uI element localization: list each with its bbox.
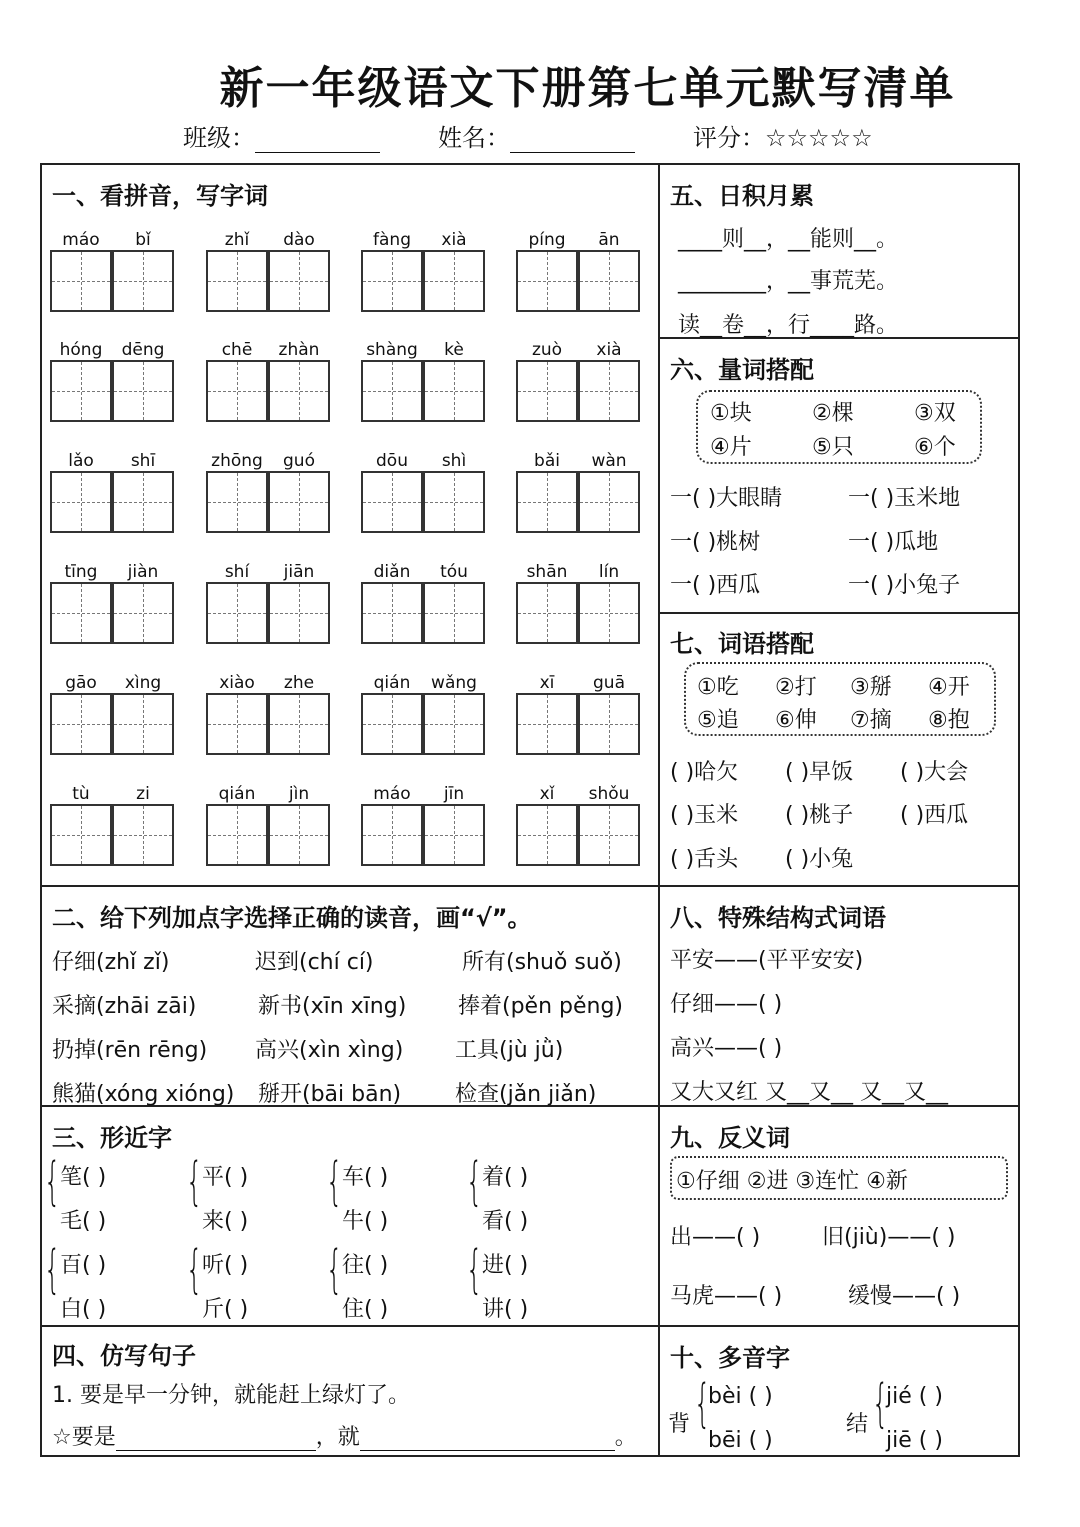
- similar-char-item[interactable]: 牛( ): [342, 1209, 389, 1234]
- tianzige-box[interactable]: [112, 804, 174, 866]
- tianzige-box[interactable]: [361, 360, 423, 422]
- similar-char-item[interactable]: 毛( ): [60, 1209, 107, 1234]
- measure-item[interactable]: 一( )玉米地: [848, 486, 961, 511]
- tianzige-box[interactable]: [423, 804, 485, 866]
- class-field: [183, 118, 380, 153]
- pinyin-label: shàng: [366, 340, 418, 360]
- brace-icon: {: [44, 1152, 61, 1212]
- polyphone-reading[interactable]: bèi ( ): [708, 1384, 773, 1409]
- tianzige-box[interactable]: [50, 471, 112, 533]
- divider-s7-s8: [658, 885, 1020, 887]
- option: ⑤只: [812, 435, 854, 460]
- similar-char-item[interactable]: 往( ): [342, 1253, 389, 1278]
- option: ⑥个: [914, 435, 956, 460]
- tianzige-box[interactable]: [361, 582, 423, 644]
- divider-s6-s7: [658, 612, 1020, 614]
- reading-item[interactable]: 熊猫(xóng xióng): [52, 1082, 235, 1107]
- tianzige-box[interactable]: [112, 360, 174, 422]
- option: ②棵: [812, 401, 854, 426]
- reading-item[interactable]: 捧着(pěn pěng): [458, 994, 624, 1019]
- imitate-mid: ，就: [315, 1425, 360, 1450]
- section5-title: 五、日积月累: [670, 182, 814, 210]
- section9-title: 九、反义词: [670, 1124, 790, 1152]
- pinyin-label: xìng: [124, 673, 162, 693]
- tianzige-box[interactable]: [268, 471, 330, 533]
- pinyin-label: tóu: [440, 562, 468, 582]
- option: ⑦摘: [850, 708, 892, 733]
- section1-title: 一、看拼音，写字词: [52, 182, 268, 210]
- option: ⑧抱: [928, 708, 970, 733]
- section2-title: 二、给下列加点字选择正确的读音，画“√”。: [52, 904, 532, 932]
- pinyin-label: wǎng: [431, 673, 477, 693]
- tianzige-box[interactable]: [112, 693, 174, 755]
- pinyin-label: chē: [221, 340, 253, 360]
- brace-icon: {: [872, 1374, 889, 1434]
- reading-item[interactable]: 采摘(zhāi zāi): [52, 994, 197, 1019]
- pinyin-label: dào: [283, 230, 315, 250]
- tianzige-box[interactable]: [423, 471, 485, 533]
- tianzige-box[interactable]: [206, 360, 268, 422]
- reading-item[interactable]: 所有(shuǒ suǒ): [462, 950, 622, 975]
- reading-item[interactable]: 迟到(chí cí): [255, 950, 374, 975]
- pinyin-label: dēng: [121, 340, 165, 360]
- column-divider: [658, 163, 660, 1457]
- pinyin-label: lǎo: [68, 451, 94, 471]
- polyphone-char: 结: [846, 1412, 869, 1437]
- score-stars[interactable]: ☆☆☆☆☆: [765, 124, 873, 152]
- tianzige-box[interactable]: [112, 250, 174, 312]
- structure-line[interactable]: 又大又红 又__又__ 又__又__: [670, 1080, 948, 1105]
- idiom-line[interactable]: 读__卷__，行____路。: [678, 313, 899, 338]
- tianzige-box[interactable]: [578, 804, 640, 866]
- option: ④片: [710, 435, 752, 460]
- brace-icon: {: [694, 1374, 711, 1434]
- option: ③掰: [850, 675, 892, 700]
- similar-char-item[interactable]: 住( ): [342, 1297, 389, 1322]
- brace-icon: {: [326, 1152, 343, 1212]
- option: ①吃: [697, 675, 739, 700]
- pinyin-label: shī: [130, 451, 156, 471]
- option: ①块: [710, 401, 752, 426]
- antonym-options: ①仔细 ②进 ③连忙 ④新: [676, 1169, 908, 1194]
- similar-char-item[interactable]: 进( ): [482, 1253, 529, 1278]
- tianzige-box[interactable]: [50, 250, 112, 312]
- divider-s9-s10: [658, 1325, 1020, 1327]
- pinyin-label: ān: [598, 230, 620, 250]
- tianzige-box[interactable]: [50, 360, 112, 422]
- tianzige-box[interactable]: [578, 250, 640, 312]
- pinyin-label: máo: [62, 230, 100, 250]
- class-label: 班级：: [183, 124, 255, 152]
- structure-line[interactable]: 仔细——( ): [670, 992, 783, 1017]
- idiom-line[interactable]: ____则__，__能则__。: [678, 227, 899, 252]
- brace-icon: {: [186, 1240, 203, 1300]
- structure-line: 平安——(平平安安): [670, 948, 864, 973]
- score-label: 评分：: [693, 124, 765, 152]
- pinyin-label: lín: [598, 562, 620, 582]
- brace-icon: {: [44, 1240, 61, 1300]
- pinyin-label: gāo: [65, 673, 97, 693]
- tianzige-box[interactable]: [206, 250, 268, 312]
- class-blank[interactable]: [255, 152, 380, 153]
- pinyin-label: wàn: [591, 451, 627, 471]
- pinyin-label: máo: [373, 784, 411, 804]
- similar-char-item[interactable]: 车( ): [342, 1165, 389, 1190]
- measure-item[interactable]: 一( )瓜地: [848, 530, 939, 555]
- tianzige-box[interactable]: [361, 250, 423, 312]
- reading-item[interactable]: 高兴(xìn xìng): [255, 1038, 404, 1063]
- polyphone-reading[interactable]: jié ( ): [886, 1384, 943, 1409]
- reading-item[interactable]: 扔掉(rēn rēng): [52, 1038, 208, 1063]
- pinyin-label: jiàn: [127, 562, 159, 582]
- brace-icon: {: [466, 1240, 483, 1300]
- score-field: [693, 118, 873, 153]
- name-blank[interactable]: [510, 152, 635, 153]
- tianzige-box[interactable]: [516, 693, 578, 755]
- structure-line[interactable]: 高兴——( ): [670, 1036, 783, 1061]
- pinyin-label: shí: [224, 562, 250, 582]
- pinyin-label: shān: [526, 562, 568, 582]
- tianzige-box[interactable]: [516, 582, 578, 644]
- pinyin-label: zhàn: [278, 340, 320, 360]
- tianzige-box[interactable]: [112, 582, 174, 644]
- verb-item[interactable]: ( )舌头: [670, 847, 739, 872]
- imitate-prefix: ☆要是: [52, 1425, 116, 1450]
- tianzige-box[interactable]: [516, 804, 578, 866]
- tianzige-box[interactable]: [50, 582, 112, 644]
- option: ⑥伸: [775, 708, 817, 733]
- pinyin-label: tù: [72, 784, 90, 804]
- pinyin-label: guó: [283, 451, 315, 471]
- reading-item[interactable]: 掰开(bāi bān): [258, 1082, 402, 1107]
- pinyin-label: qián: [373, 673, 411, 693]
- name-label: 姓名：: [438, 124, 510, 152]
- brace-icon: {: [186, 1152, 203, 1212]
- pinyin-label: shǒu: [588, 784, 630, 804]
- pinyin-label: hóng: [59, 340, 103, 360]
- idiom-line[interactable]: ________，__事荒芜。: [678, 269, 899, 294]
- reading-item[interactable]: 仔细(zhǐ zǐ): [52, 950, 170, 975]
- tianzige-box[interactable]: [423, 693, 485, 755]
- tianzige-box[interactable]: [206, 582, 268, 644]
- pinyin-label: zhōng: [211, 451, 263, 471]
- pinyin-label: píng: [528, 230, 566, 250]
- measure-item[interactable]: 一( )桃树: [670, 530, 761, 555]
- pinyin-label: zhǐ: [224, 230, 250, 250]
- tianzige-box[interactable]: [516, 471, 578, 533]
- imitate-blank-2[interactable]: [360, 1428, 615, 1451]
- pinyin-label: kè: [444, 340, 464, 360]
- pinyin-label: jīn: [443, 784, 465, 804]
- page-title: 新一年级语文下册第七单元默写清单: [219, 63, 956, 114]
- pinyin-label: fàng: [373, 230, 411, 250]
- verb-item[interactable]: ( )玉米: [670, 803, 739, 828]
- tianzige-box[interactable]: [578, 582, 640, 644]
- tianzige-box[interactable]: [268, 582, 330, 644]
- similar-char-item[interactable]: 平( ): [202, 1165, 249, 1190]
- tianzige-box[interactable]: [268, 804, 330, 866]
- reading-item[interactable]: 新书(xīn xīng): [258, 994, 407, 1019]
- measure-item[interactable]: 一( )西瓜: [670, 573, 761, 598]
- option: ④开: [928, 675, 970, 700]
- measure-item[interactable]: 一( )小兔子: [848, 573, 961, 598]
- pinyin-label: zi: [136, 784, 150, 804]
- tianzige-box[interactable]: [206, 471, 268, 533]
- pinyin-label: xiào: [219, 673, 255, 693]
- reading-item[interactable]: 检查(jǎn jiǎn): [455, 1082, 597, 1107]
- verb-item[interactable]: ( )桃子: [785, 803, 854, 828]
- similar-char-item[interactable]: 听( ): [202, 1253, 249, 1278]
- tianzige-box[interactable]: [50, 693, 112, 755]
- antonym-item[interactable]: 旧(jiù)——( ): [822, 1225, 956, 1250]
- tianzige-box[interactable]: [361, 693, 423, 755]
- similar-char-item[interactable]: 斤( ): [202, 1297, 249, 1322]
- brace-icon: {: [326, 1240, 343, 1300]
- reading-item[interactable]: 工具(jù jǜ): [455, 1038, 564, 1063]
- verb-item[interactable]: ( )早饭: [785, 760, 854, 785]
- section7-title: 七、词语搭配: [670, 630, 814, 658]
- verb-item[interactable]: ( )哈欠: [670, 760, 739, 785]
- measure-item[interactable]: 一( )大眼睛: [670, 486, 783, 511]
- tianzige-box[interactable]: [268, 360, 330, 422]
- similar-char-item[interactable]: 白( ): [60, 1297, 107, 1322]
- tianzige-box[interactable]: [578, 693, 640, 755]
- similar-char-item[interactable]: 着( ): [482, 1165, 529, 1190]
- example-sentence: 1. 要是早一分钟，就能赶上绿灯了。: [52, 1383, 410, 1408]
- section6-title: 六、量词搭配: [670, 356, 814, 384]
- tianzige-box[interactable]: [206, 693, 268, 755]
- polyphone-reading[interactable]: bēi ( ): [708, 1428, 773, 1453]
- option: ③双: [914, 401, 956, 426]
- pinyin-label: xià: [441, 230, 467, 250]
- similar-char-item[interactable]: 笔( ): [60, 1165, 107, 1190]
- tianzige-box[interactable]: [516, 360, 578, 422]
- pinyin-label: bǎi: [534, 451, 560, 471]
- pinyin-label: jìn: [288, 784, 310, 804]
- pinyin-label: xī: [539, 673, 555, 693]
- tianzige-box[interactable]: [268, 693, 330, 755]
- tianzige-box[interactable]: [112, 471, 174, 533]
- tianzige-box[interactable]: [516, 250, 578, 312]
- pinyin-label: zuò: [531, 340, 563, 360]
- verb-item[interactable]: ( )西瓜: [900, 803, 969, 828]
- similar-char-item[interactable]: 看( ): [482, 1209, 529, 1234]
- imitate-end: 。: [614, 1425, 637, 1450]
- imitate-blank-1[interactable]: [116, 1428, 316, 1451]
- tianzige-box[interactable]: [206, 804, 268, 866]
- antonym-item[interactable]: 缓慢——( ): [848, 1284, 961, 1309]
- tianzige-box[interactable]: [361, 804, 423, 866]
- tianzige-box[interactable]: [578, 471, 640, 533]
- brace-icon: {: [466, 1152, 483, 1212]
- section8-title: 八、特殊结构式词语: [670, 904, 886, 932]
- option: ②打: [775, 675, 817, 700]
- polyphone-char: 背: [668, 1412, 691, 1437]
- divider-s1-s2: [40, 885, 658, 887]
- antonym-item[interactable]: 出——( ): [670, 1225, 761, 1250]
- divider-s3-s4: [40, 1325, 658, 1327]
- pinyin-label: bǐ: [135, 230, 151, 250]
- option: ⑤追: [697, 708, 739, 733]
- pinyin-label: xià: [596, 340, 622, 360]
- pinyin-label: jiān: [283, 562, 315, 582]
- pinyin-label: tīng: [64, 562, 98, 582]
- section4-title: 四、仿写句子: [52, 1342, 196, 1370]
- pinyin-label: guā: [593, 673, 625, 693]
- imitate-line: [52, 1420, 637, 1451]
- antonym-item[interactable]: 马虎——( ): [670, 1284, 783, 1309]
- pinyin-label: dōu: [376, 451, 408, 471]
- tianzige-box[interactable]: [361, 471, 423, 533]
- tianzige-box[interactable]: [268, 250, 330, 312]
- tianzige-box[interactable]: [423, 360, 485, 422]
- pinyin-label: xǐ: [539, 784, 555, 804]
- section3-title: 三、形近字: [52, 1124, 172, 1152]
- section10-title: 十、多音字: [670, 1344, 790, 1372]
- tianzige-box[interactable]: [578, 360, 640, 422]
- tianzige-box[interactable]: [50, 804, 112, 866]
- tianzige-box[interactable]: [423, 250, 485, 312]
- pinyin-label: diǎn: [373, 562, 411, 582]
- pinyin-label: zhe: [283, 673, 315, 693]
- verb-item[interactable]: ( )大会: [900, 760, 969, 785]
- pinyin-label: shì: [441, 451, 467, 471]
- similar-char-item[interactable]: 百( ): [60, 1253, 107, 1278]
- polyphone-reading[interactable]: jiē ( ): [886, 1428, 943, 1453]
- tianzige-box[interactable]: [423, 582, 485, 644]
- name-field: [438, 118, 635, 153]
- verb-item[interactable]: ( )小兔: [785, 847, 854, 872]
- similar-char-item[interactable]: 讲( ): [482, 1297, 529, 1322]
- similar-char-item[interactable]: 来( ): [202, 1209, 249, 1234]
- pinyin-label: qián: [218, 784, 256, 804]
